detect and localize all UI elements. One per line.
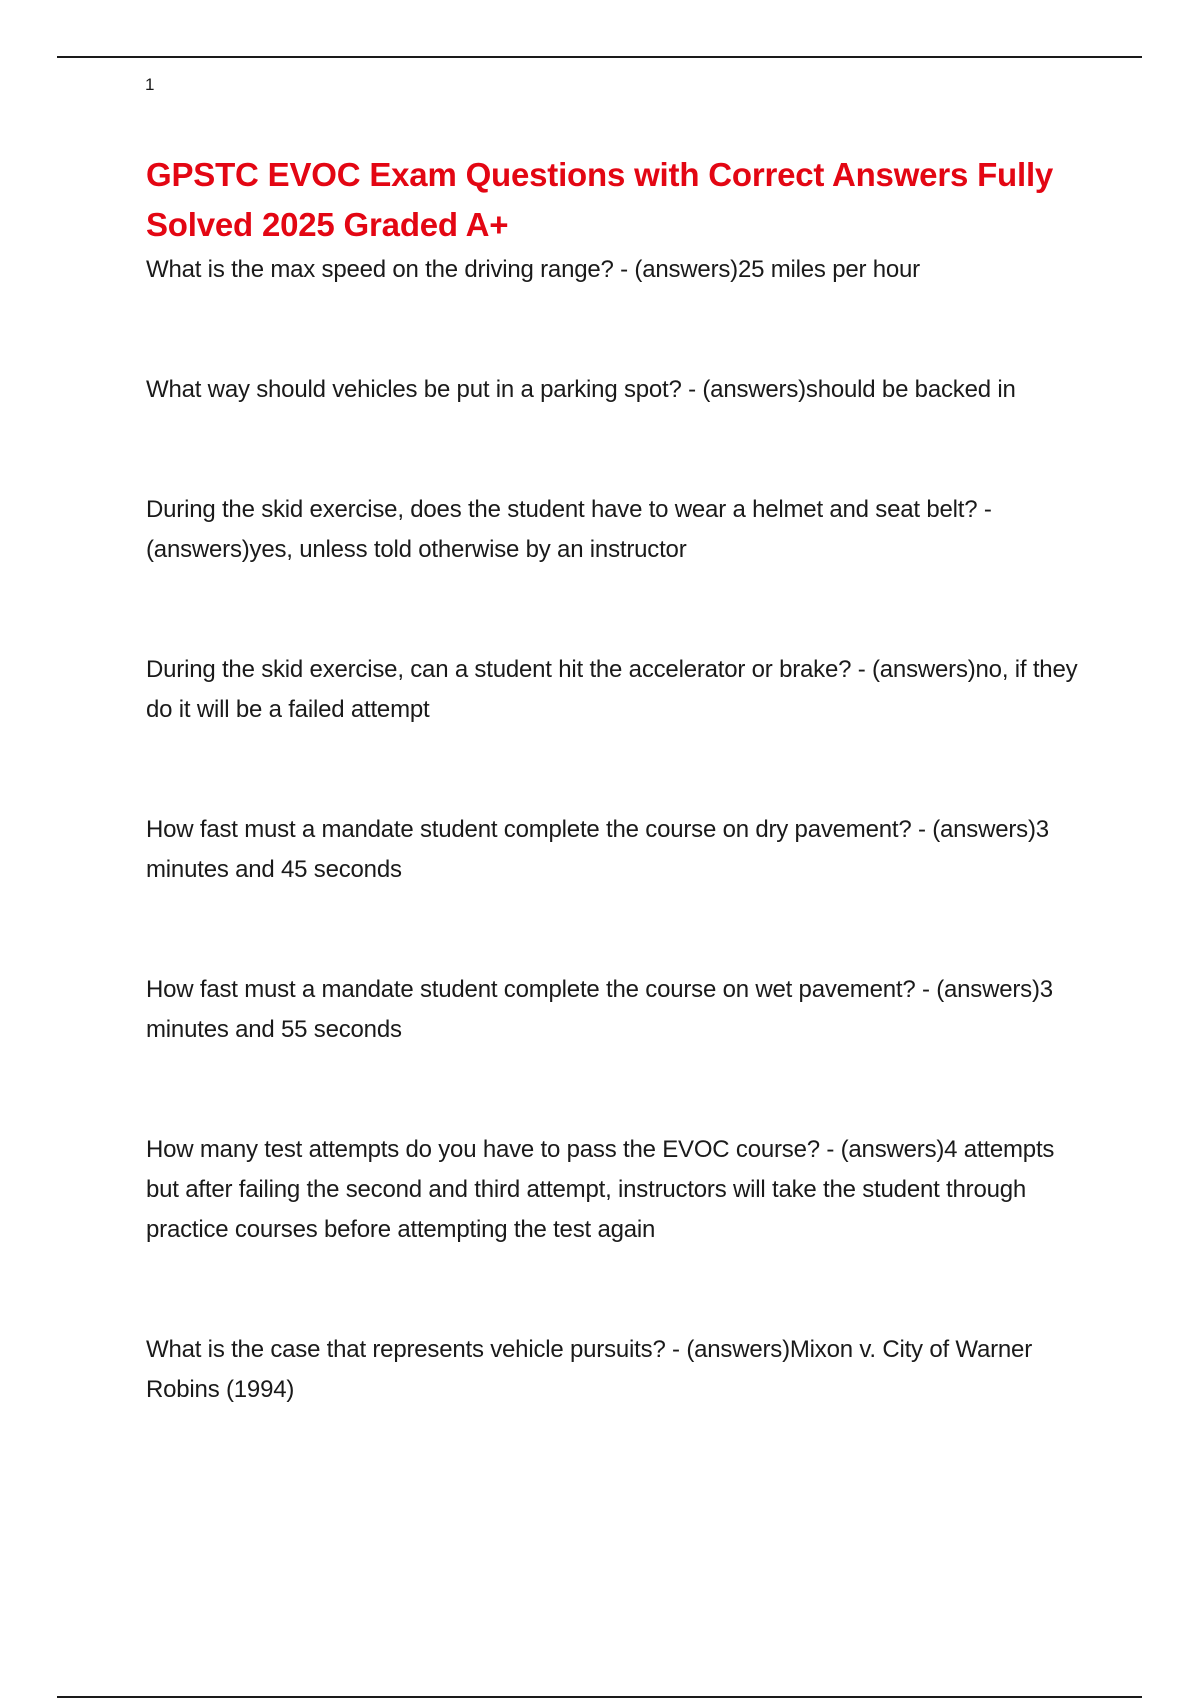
document-title: GPSTC EVOC Exam Questions with Correct Answers Fully Solved 2025 Graded A+ (146, 156, 1054, 243)
question-answer-item: What is the max speed on the driving range? - (answers)25 miles per hour (146, 256, 920, 283)
header-rule (57, 56, 1142, 58)
question-answer-item: What way should vehicles be put in a parking spot? - (answers)should be backed in (146, 376, 1016, 403)
page-number: 1 (145, 75, 155, 94)
question-answer-item: How many test attempts do you have to pass the EVOC course? - (answers)4 attempts but after failing the second and third attempt, instructors will take the student through practice courses before attempting the test again (146, 1136, 1055, 1243)
question-answer-item: During the skid exercise, can a student hit the accelerator or brake? - (answers)no, if they do it will be a failed attempt (146, 656, 1078, 723)
question-list (146, 250, 1086, 1410)
question-answer-item: What is the case that represents vehicle pursuits? - (answers)Mixon v. City of Warner Robins (1994) (146, 1336, 1032, 1403)
question-answer-item: During the skid exercise, does the student have to wear a helmet and seat belt? - (answers)yes, unless told otherwise by an instructor (146, 496, 992, 563)
question-answer-item: How fast must a mandate student complete the course on dry pavement? - (answers)3 minutes and 45 seconds (146, 816, 1049, 883)
question-answer-item: How fast must a mandate student complete the course on wet pavement? - (answers)3 minutes and 55 seconds (146, 976, 1053, 1043)
document-body (146, 150, 1086, 1490)
footer-rule (57, 1696, 1142, 1698)
